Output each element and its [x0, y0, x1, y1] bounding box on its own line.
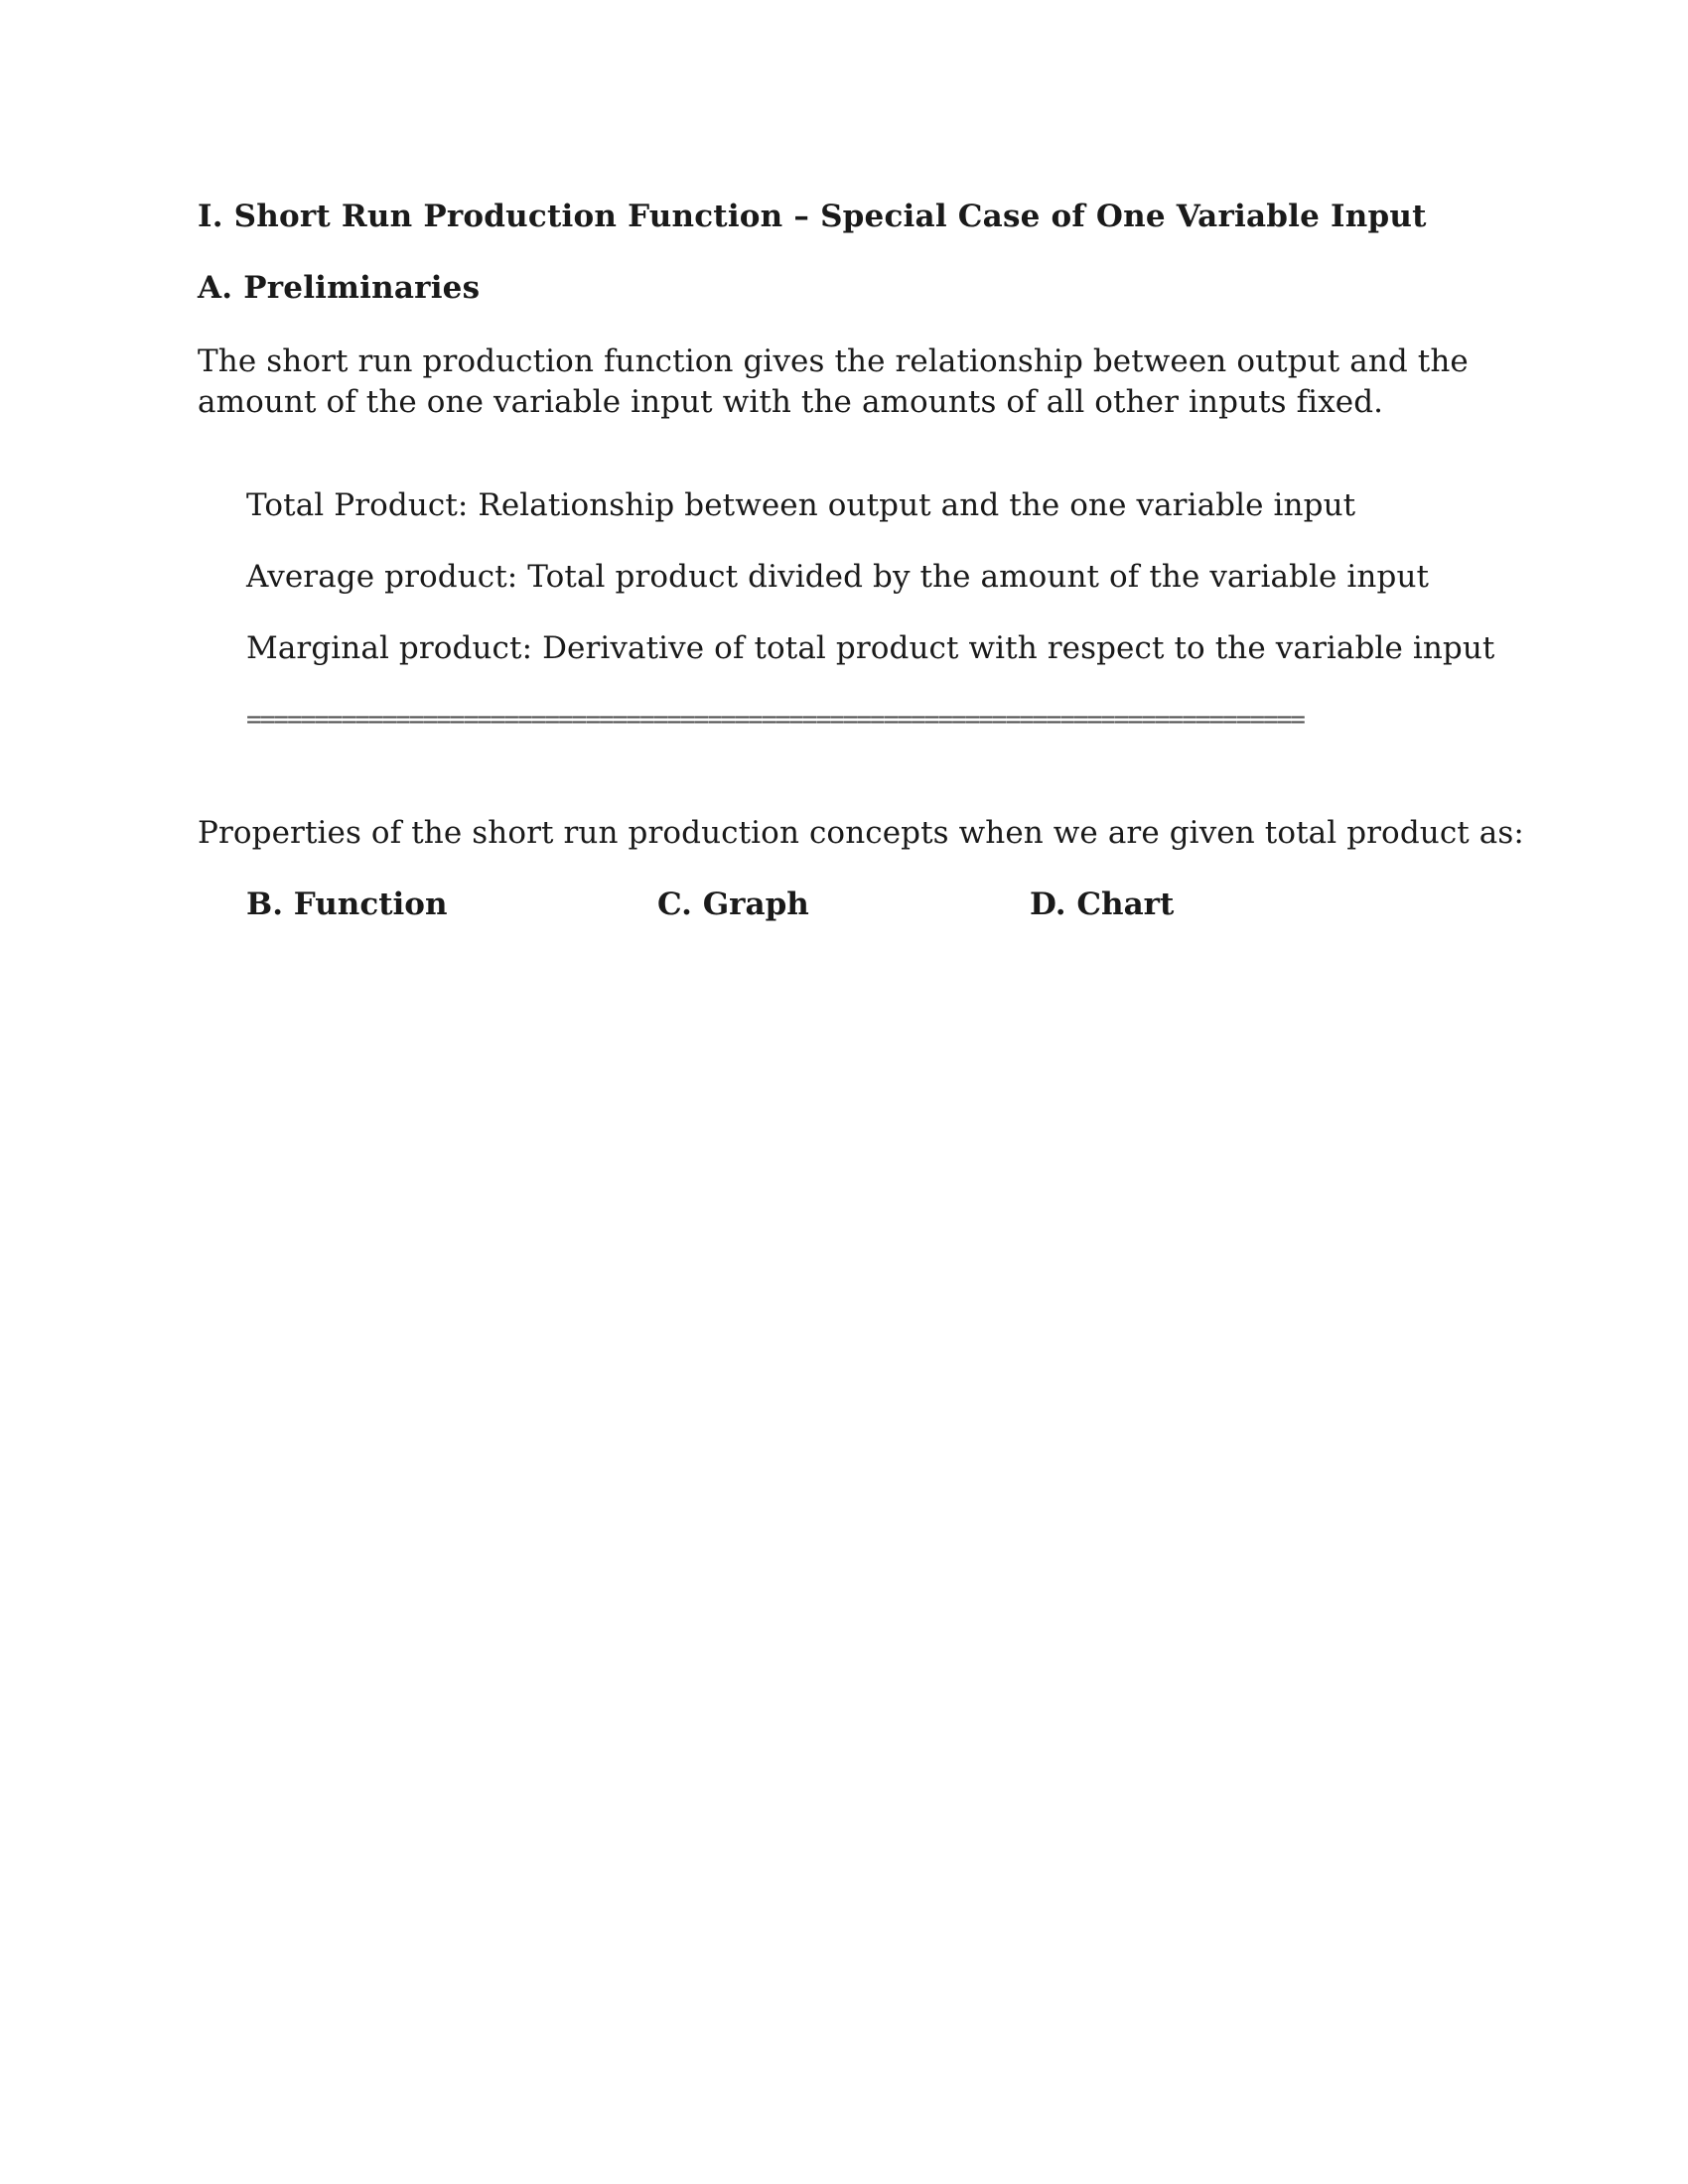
subsection-heading: A. Preliminaries — [198, 270, 481, 306]
definition-marginal-product: Marginal product: Derivative of total product with respect to the variable input — [246, 630, 1495, 666]
section-heading: I. Short Run Production Function – Special Case of One Variable Input — [198, 199, 1427, 234]
separator-rule: ============================================================================== — [246, 705, 1304, 735]
option-chart: D. Chart — [1030, 887, 1175, 922]
option-function: B. Function — [246, 887, 448, 922]
option-graph: C. Graph — [657, 887, 809, 922]
intro-paragraph: The short run production function gives the relationship between output and the amount of the one variable input with the amounts of all other inputs fixed. — [198, 343, 1469, 420]
definition-average-product: Average product: Total product divided by the amount of the variable input — [246, 559, 1430, 595]
properties-intro: Properties of the short run production concepts when we are given total product as: — [198, 815, 1524, 851]
definition-total-product: Total Product: Relationship between output and the one variable input — [246, 487, 1356, 523]
